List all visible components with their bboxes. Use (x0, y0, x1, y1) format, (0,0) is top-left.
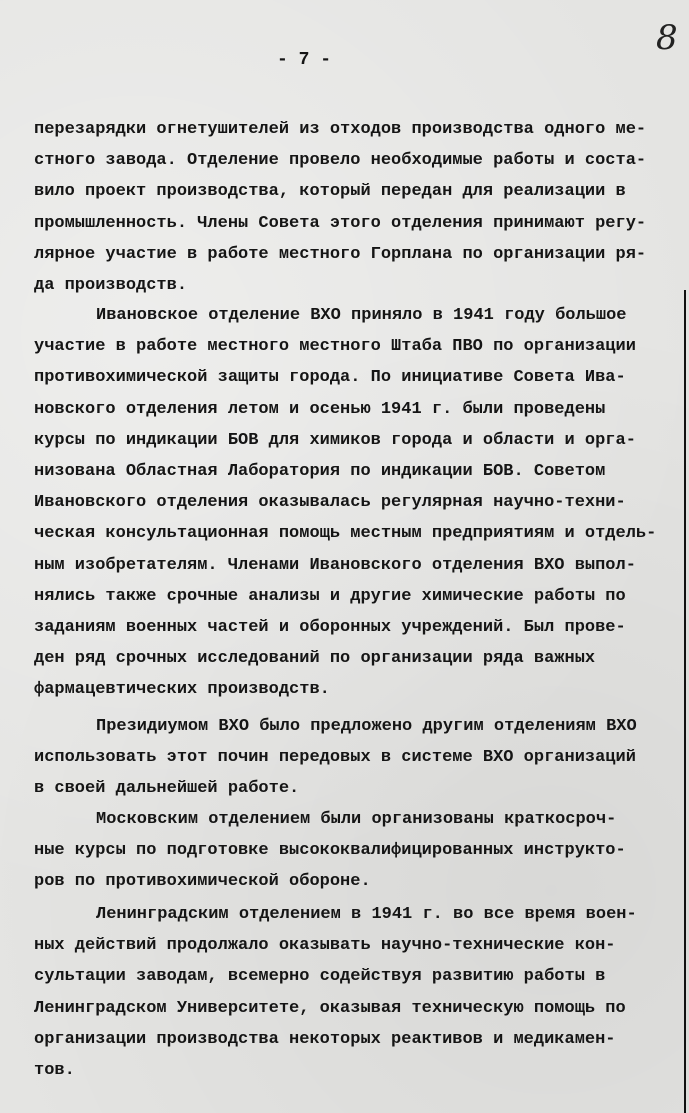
text-line: ческая консультационная помощь местным предприятиям и отдель- (34, 524, 657, 544)
text-line: противохимической защиты города. По инициативе Совета Ива- (34, 368, 626, 388)
text-line: да производств. (34, 276, 188, 295)
text-line: Ивановского отделения оказывалась регулярная научно-техни- (34, 493, 626, 513)
text-line: организации производства некоторых реактивов и медикамен- (34, 1029, 616, 1049)
archive-sheet-number: 8 (656, 18, 678, 58)
text-line: перезарядки огнетушителей из отходов производства одного ме- (34, 120, 647, 139)
text-line: Президиумом ВХО было предложено другим отделениям ВХО (96, 717, 637, 736)
text-line: Ленинградском Университете, оказывая техническую помощь по (34, 998, 626, 1018)
text-line: ных действий продолжало оказывать научно-технические кон- (34, 936, 616, 956)
text-line: заданиям военных частей и оборонных учреждений. Был прове- (34, 618, 626, 637)
text-line: стного завода. Отделение провело необходимые работы и соста- (34, 151, 647, 171)
text-line: фармацевтических производств. (34, 680, 330, 700)
text-line: Ленинградским отделением в 1941 г. во все время воен- (96, 905, 637, 924)
text-line: тов. (34, 1061, 75, 1080)
text-line: ным изобретателям. Членами Ивановского отделения ВХО выпол- (34, 555, 636, 575)
text-line: участие в работе местного местного Штаба ПВО по организации (34, 337, 636, 357)
text-line: ден ряд срочных исследований по организации ряда важных (34, 649, 596, 669)
page-edge-line (684, 290, 686, 1113)
page-number: - 7 - (277, 50, 332, 70)
text-line: Ивановское отделение ВХО приняло в 1941 году большое (96, 306, 627, 325)
text-line: промышленность. Члены Совета этого отделения принимают регу- (34, 213, 647, 233)
text-line: низована Областная Лаборатория по индикации БОВ. Советом (34, 462, 606, 481)
text-line: вило проект производства, который передан для реализации в (34, 182, 626, 202)
text-line: нялись также срочные анализы и другие химические работы по (34, 586, 626, 606)
text-line: ров по противохимической обороне. (34, 872, 371, 892)
text-line: ные курсы по подготовке высококвалифицированных инструкто- (34, 841, 626, 861)
text-line: курсы по индикации БОВ для химиков города и области и орга- (34, 430, 636, 450)
text-line: новского отделения летом и осенью 1941 г. были проведены (34, 399, 606, 419)
text-line: в своей дальнейшей работе. (34, 779, 300, 799)
text-line: лярное участие в работе местного Горплана по организации ря- (34, 244, 647, 264)
text-line: использовать этот почин передовых в системе ВХО организаций (34, 748, 636, 768)
text-line: Московским отделением были организованы краткосроч- (96, 810, 617, 829)
text-line: сультации заводам, всемерно содействуя развитию работы в (34, 967, 606, 987)
